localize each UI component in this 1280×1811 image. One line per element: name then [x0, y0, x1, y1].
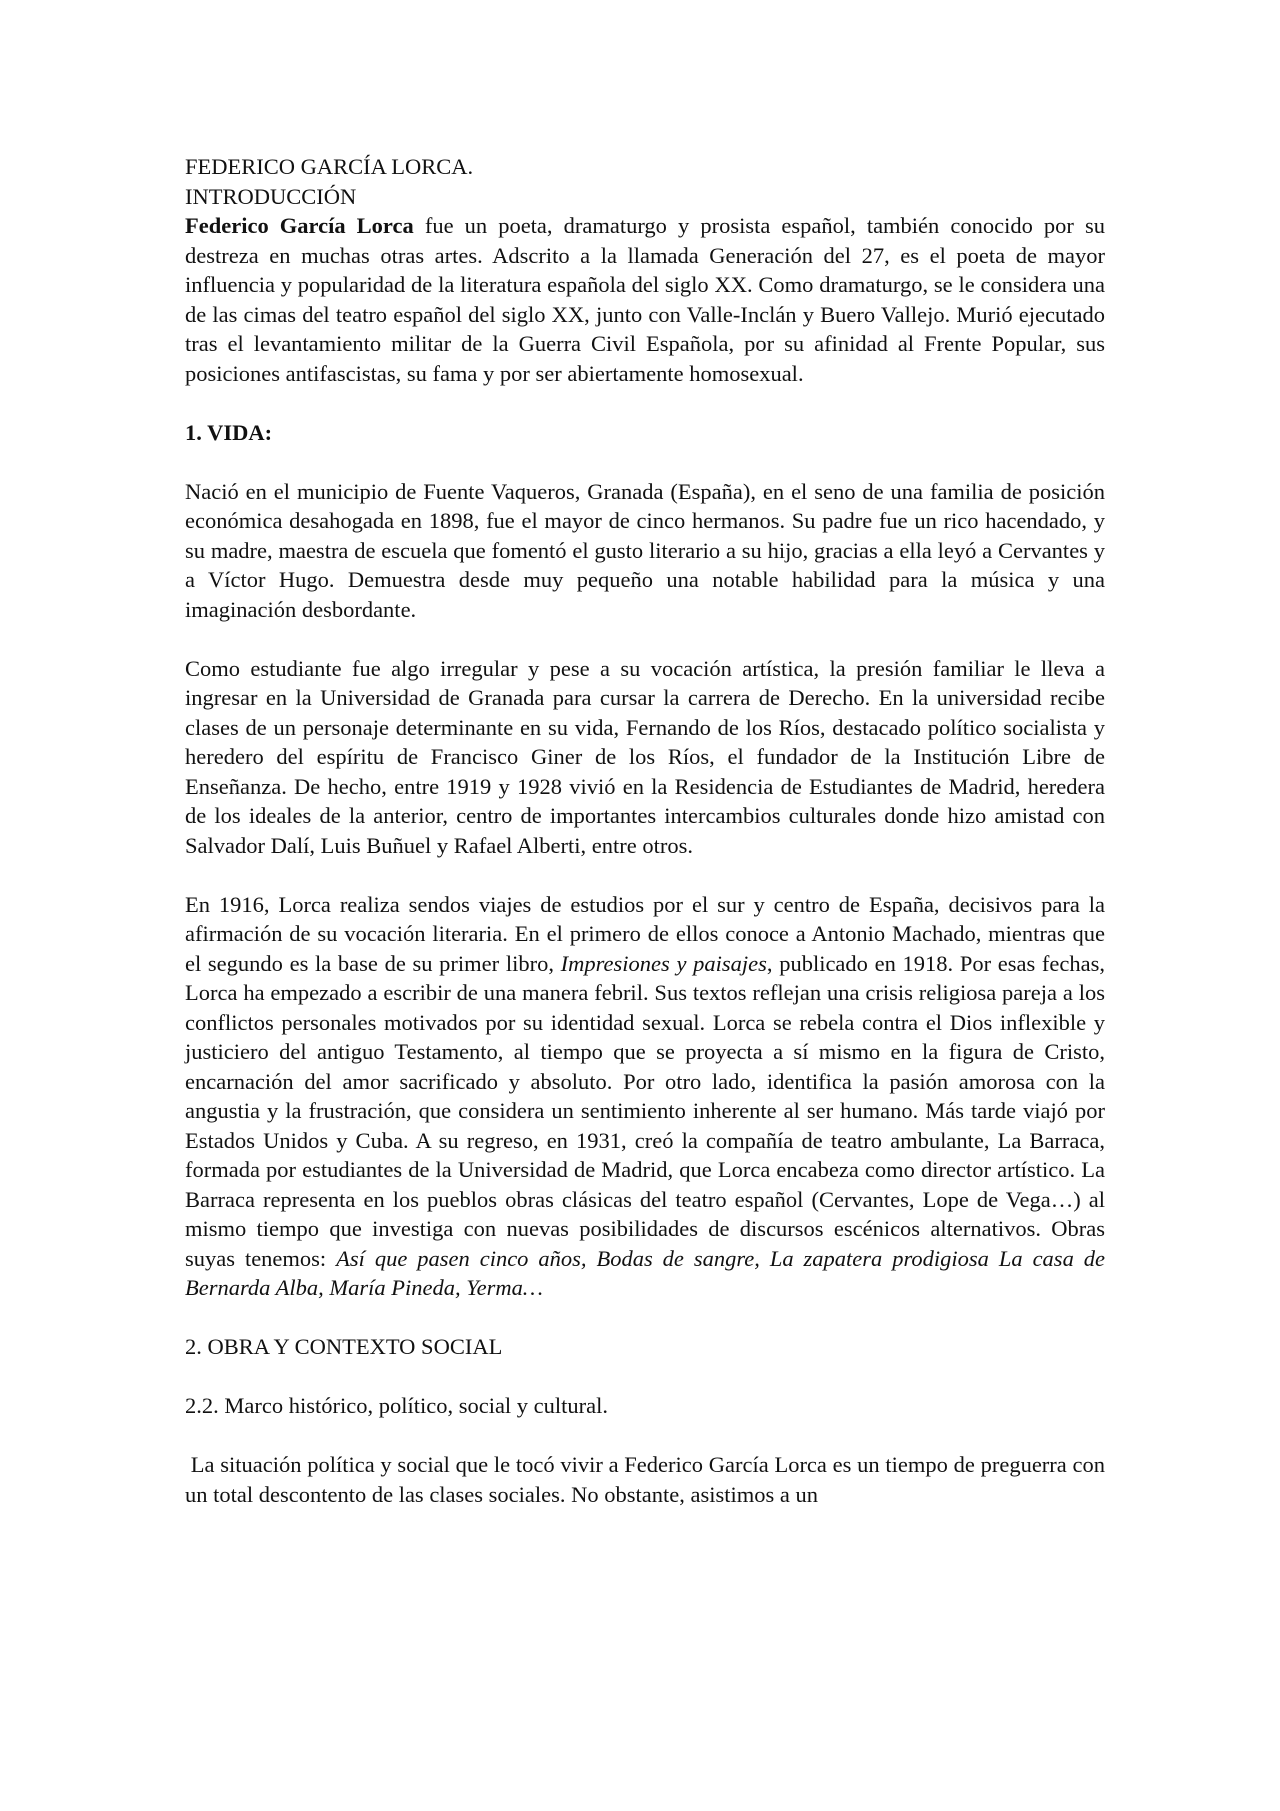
vida-p3-part2: , publicado en 1918. Por esas fechas, Lorca ha empezado a escribir de una manera febril. Sus textos reflejan una crisis religiosa pareja a los conflictos personales motivados por su identidad sexual. Lorca se rebela contra el Dios inflexible y justiciero del antiguo Testamento, al tiempo que se proyecta a sí mismo en la figura de Cristo, encarnación del amor sacrificado y absoluto. Por otro lado, identifica la pasión amorosa con la angustia y la frustración, que considera un sentimiento inherente al ser humano. Más tarde viajó por Estados Unidos y Cuba. A su regreso, en 1931, creó la compañía de teatro ambulante, La Barraca, formada por estudiantes de la Universidad de Madrid, que Lorca encabeza como director artístico. La Barraca representa en los pueblos obras clásicas del teatro español (Cervantes, Lope de Vega…) al mismo tiempo que investiga con nuevas posibilidades de discursos escénicos alternativos. Obras suyas tenemos: [185, 950, 1105, 1271]
contexto-paragraph-1 [185, 1450, 1111, 1509]
vida-p3-part1: En 1916, Lorca realiza sendos viajes de estudios por el sur y centro de España, decisivos para la afirmación de su vocación literaria. En el primero de ellos conoce a Antonio Machado, mientras que el segundo es la base de su primer libro, [185, 891, 1105, 976]
spacer [185, 388, 1105, 418]
spacer [185, 860, 1105, 890]
spacer [185, 1362, 1105, 1392]
works-list-italic: Así que pasen cinco años, Bodas de sangre, La zapatera prodigiosa La casa de Bernarda Alba, María Pineda, Yerma… [185, 1245, 1105, 1300]
intro-heading: INTRODUCCIÓN [185, 183, 357, 209]
document-title: FEDERICO GARCÍA LORCA. [185, 154, 474, 179]
book-title-italic: Impresiones y paisajes [560, 950, 767, 976]
section-1-heading-text: 1. VIDA: [185, 419, 273, 445]
spacer [185, 1303, 1105, 1333]
intro-text: fue un poeta, dramaturgo y prosista español, también conocido por su destreza en muchas otras artes. Adscrito a la llamada Generación del 27, es el poeta de mayor influencia y popularidad de la literatura española del siglo XX. Como dramaturgo, se le considera una de las cimas del teatro español del siglo XX, junto con Valle-Inclán y Buero Vallejo. Murió ejecutado tras el levantamiento militar de la Guerra Civil Española, por su afinidad al Frente Popular, sus posiciones antifascistas, su fama y por ser abiertamente homosexual. [185, 213, 1105, 386]
vida-paragraph-2: Como estudiante fue algo irregular y pese a su vocación artística, la presión familiar le lleva a ingresar en la Universidad de Granada para cursar la carrera de Derecho. En la universidad recibe clases de un personaje determinante en su vida, Fernando de los Ríos, destacado político socialista y heredero del espíritu de Francisco Giner de los Ríos, el fundador de la Institución Libre de Enseñanza. De hecho, entre 1919 y 1928 vivió en la Residencia de Estudiantes de Madrid, heredera de los ideales de la anterior, centro de importantes intercambios culturales donde hizo amistad con Salvador Dalí, Luis Buñuel y Rafael Alberti, entre otros. [185, 655, 1105, 858]
intro-paragraph [185, 211, 1105, 388]
section-2-2-heading: 2.2. Marco histórico, político, social y cultural. [185, 1393, 609, 1418]
spacer [185, 447, 1105, 477]
section-1-heading [185, 418, 1105, 448]
spacer [185, 1421, 1105, 1451]
section-2-heading: 2. OBRA Y CONTEXTO SOCIAL [185, 1334, 503, 1359]
vida-paragraph-1: Nació en el municipio de Fuente Vaqueros, Granada (España), en el seno de una familia de posición económica desahogada en 1898, fue el mayor de cinco hermanos. Su padre fue un rico hacendado, y su madre, maestra de escuela que fomentó el gusto literario a su hijo, gracias a ella leyó a Cervantes y a Víctor Hugo. Demuestra desde muy pequeño una notable habilidad para la música y una imaginación desbordante. [185, 478, 1105, 622]
spacer [185, 624, 1105, 654]
document-page [185, 152, 1111, 1509]
vida-paragraph-3 [185, 890, 1105, 1303]
intro-lead-bold: Federico García Lorca [185, 213, 414, 238]
contexto-p1-text: La situación política y social que le tocó vivir a Federico García Lorca es un tiempo de preguerra con un total descontento de las clases sociales. No obstante, asistimos a un [185, 1452, 1111, 1507]
